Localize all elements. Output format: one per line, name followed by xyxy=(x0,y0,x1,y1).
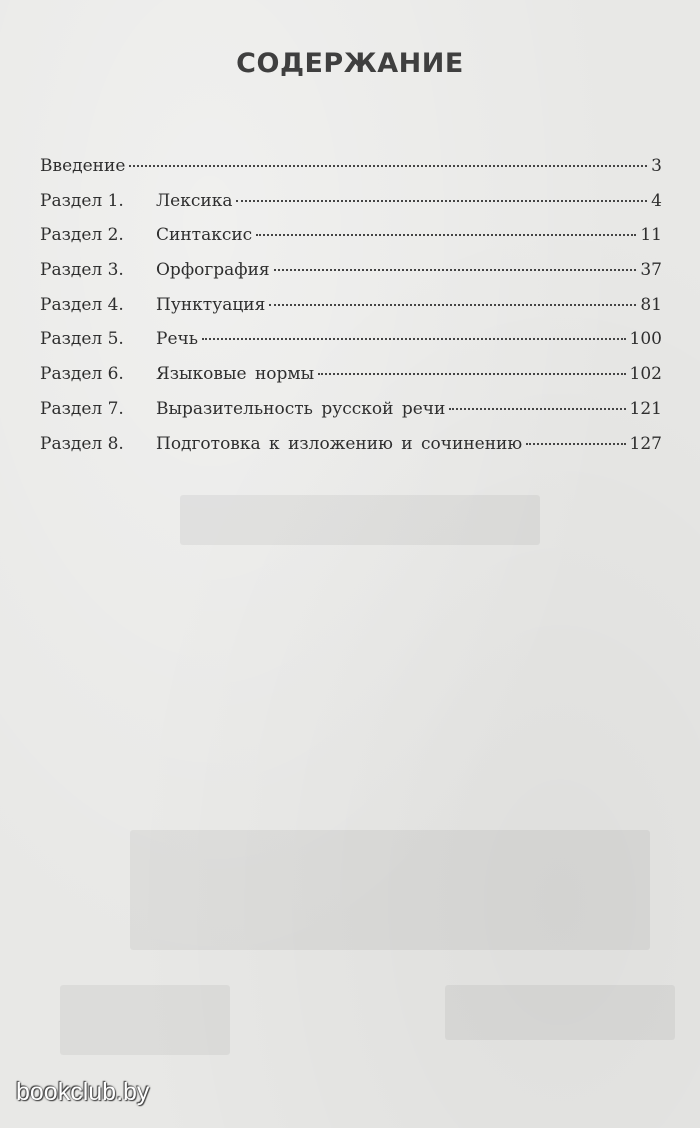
toc-entry-title: Выразительность русской речи xyxy=(156,398,446,419)
toc-section-label: Раздел 1. xyxy=(40,190,124,211)
toc-leader-dots xyxy=(526,443,625,445)
toc-entry-title: Лексика xyxy=(156,190,233,211)
toc-section-label: Раздел 6. xyxy=(40,364,124,385)
toc-entry-section-5 xyxy=(40,329,662,364)
bleed-through-block xyxy=(445,985,675,1040)
toc-leader-dots xyxy=(449,408,625,410)
toc-section-label: Раздел 8. xyxy=(40,433,124,454)
toc-entry-title: Введение xyxy=(40,156,126,176)
page-title: СОДЕРЖАНИЕ xyxy=(236,48,464,79)
toc-leader-dots xyxy=(269,304,636,306)
toc-leader-dots xyxy=(274,269,637,271)
toc-page-number: 37 xyxy=(640,260,662,281)
table-of-contents xyxy=(40,156,662,468)
toc-page-number: 4 xyxy=(651,190,662,211)
toc-entry-section-2 xyxy=(40,225,662,260)
toc-entry-title: Языковые нормы xyxy=(156,364,315,385)
toc-section-label: Раздел 5. xyxy=(40,329,124,350)
toc-entry-title: Синтаксис xyxy=(156,225,253,246)
toc-page-number: 121 xyxy=(629,398,662,419)
toc-entry-section-1 xyxy=(40,191,662,226)
bleed-through-block xyxy=(180,495,540,545)
toc-entry-title: Орфография xyxy=(156,260,270,281)
toc-section-label: Раздел 7. xyxy=(40,398,124,419)
toc-entry-section-6 xyxy=(40,364,662,399)
toc-page-number: 127 xyxy=(629,433,662,454)
toc-entry-section-4 xyxy=(40,295,662,330)
toc-entry-section-8 xyxy=(40,434,662,469)
toc-section-label: Раздел 4. xyxy=(40,294,124,315)
toc-leader-dots xyxy=(202,338,626,340)
toc-page-number: 102 xyxy=(629,364,662,385)
site-watermark: bookclub.by xyxy=(16,1078,150,1106)
toc-entry-title: Подготовка к изложению и сочинению xyxy=(156,433,523,454)
toc-leader-dots xyxy=(256,234,636,236)
toc-page-number: 11 xyxy=(640,225,662,246)
toc-section-label: Раздел 2. xyxy=(40,225,124,246)
toc-page-number: 81 xyxy=(640,294,662,315)
bleed-through-block xyxy=(60,985,230,1055)
bleed-through-block xyxy=(130,830,650,950)
toc-entry-introduction xyxy=(40,156,662,191)
toc-page-number: 3 xyxy=(651,156,662,176)
toc-page-number: 100 xyxy=(629,329,662,350)
toc-section-label: Раздел 3. xyxy=(40,260,124,281)
toc-leader-dots xyxy=(129,165,647,167)
toc-entry-section-7 xyxy=(40,399,662,434)
toc-leader-dots xyxy=(236,200,647,202)
toc-entry-section-3 xyxy=(40,260,662,295)
toc-leader-dots xyxy=(318,373,625,375)
toc-entry-title: Пунктуация xyxy=(156,294,266,315)
toc-entry-title: Речь xyxy=(156,329,198,350)
